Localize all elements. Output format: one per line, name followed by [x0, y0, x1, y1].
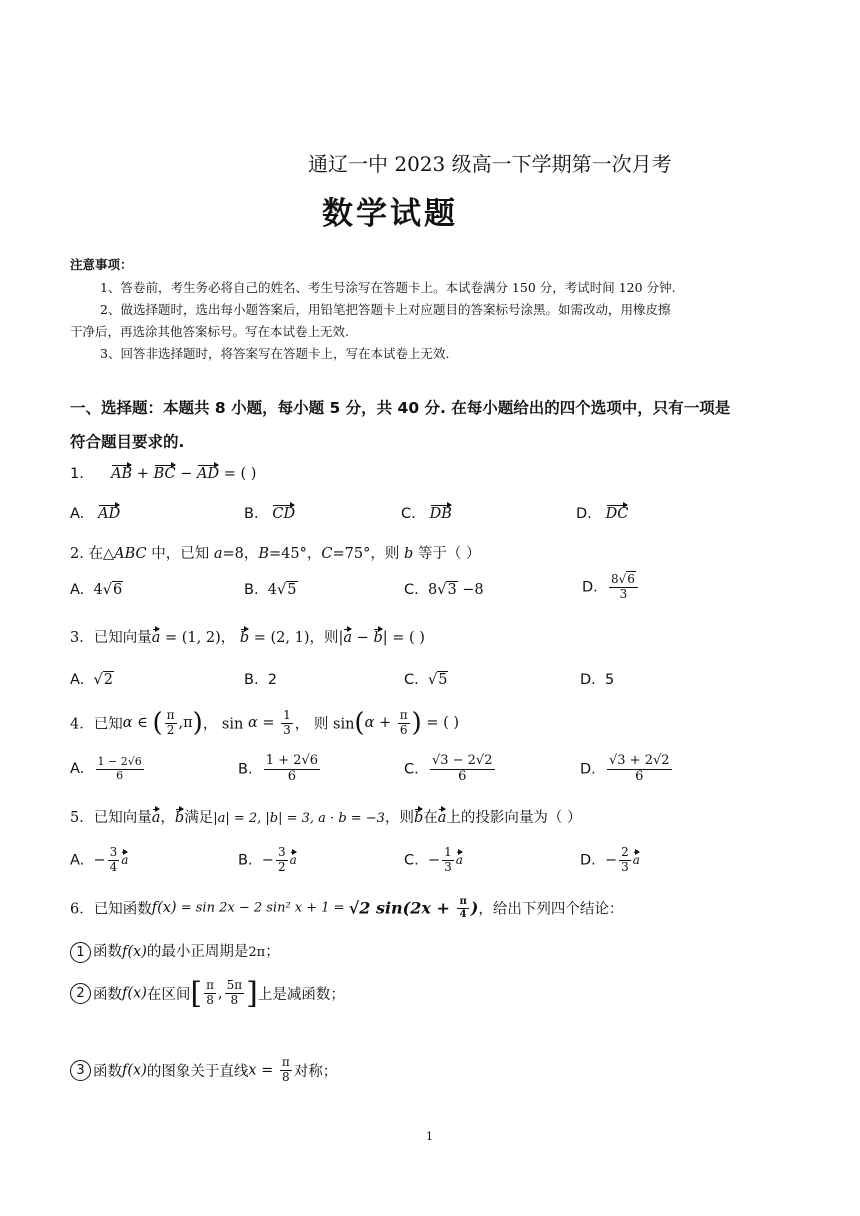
bracket-right: ]	[246, 976, 258, 1011]
question-text: 在	[423, 810, 438, 826]
circled-number-2-icon: 2	[70, 983, 91, 1004]
conclusion-2	[70, 976, 345, 1011]
option-b	[244, 582, 298, 598]
vector-a: a	[343, 630, 353, 646]
option-c	[401, 504, 452, 522]
fraction	[281, 709, 293, 738]
option-d	[580, 754, 674, 785]
var-b-angle: B	[258, 546, 270, 562]
option-label: A.	[70, 852, 85, 869]
notes-item-2-line-2: 干净后，再选涂其他答案标号。写在本试卷上无效.	[70, 324, 349, 339]
vector-b: b	[373, 630, 383, 646]
option-label: B.	[238, 852, 253, 869]
option-value: AD	[98, 506, 121, 522]
option-label: B.	[244, 506, 259, 522]
conclusion-text: ；	[265, 944, 280, 960]
paren-left: (	[354, 708, 365, 738]
var-c-angle: C	[321, 546, 333, 562]
conclusion-text: 上是减函数；	[257, 987, 345, 1003]
numerator: 1 + 2√6	[265, 753, 319, 768]
denominator: 8	[282, 1069, 290, 1084]
notes-item-2-line-1: 2、做选择题时，选出每小题答案后，用铅笔把答题卡上对应题目的答案标号涂黑。如需改动，用橡皮擦	[100, 302, 671, 317]
negative-sign: −	[261, 852, 274, 869]
conclusion-text: 的图象关于直线	[146, 1063, 249, 1080]
option-d	[580, 672, 614, 688]
option-c	[404, 754, 497, 785]
minus-sign: −	[180, 466, 193, 482]
negative-sign: −	[605, 852, 618, 869]
fraction	[619, 846, 631, 875]
option-c	[404, 582, 484, 598]
numerator: π	[166, 707, 175, 722]
option-d	[582, 573, 640, 602]
fraction	[607, 754, 672, 785]
conclusion-3	[70, 1056, 337, 1085]
option-label: B.	[244, 672, 259, 688]
question-text: 3．已知向量	[70, 630, 152, 646]
option-label: C.	[404, 852, 419, 869]
question-tail: ，给出下列四个结论：	[478, 901, 624, 918]
function-expression: = sin 2x − 2 sin² x + 1 =	[176, 900, 349, 916]
fraction	[430, 754, 495, 785]
vector-a: a	[455, 853, 463, 868]
denominator: 6	[635, 768, 644, 784]
subject-title: 数学试题	[322, 196, 458, 232]
sqrt: √5	[427, 672, 448, 688]
vector-b: b	[413, 810, 424, 826]
conclusion-text: 函数	[93, 944, 122, 960]
vector-a: a	[121, 853, 129, 868]
var-b: b	[403, 546, 414, 562]
question-text: =8，	[222, 546, 259, 562]
paren-right: )	[192, 708, 203, 738]
vector-bc: BC	[153, 466, 176, 482]
abs-bar-left: |	[338, 630, 344, 646]
option-a	[70, 756, 146, 782]
condition-expression: |a| = 2, |b| = 3, a · b = −3	[213, 811, 385, 826]
coefficient: 4	[93, 582, 103, 598]
option-value: 5	[605, 672, 615, 688]
fraction	[165, 709, 177, 738]
question-text: ， 则 sin	[294, 716, 355, 733]
option-label: C.	[404, 582, 419, 598]
bracket-left: [	[190, 976, 203, 1011]
fraction	[108, 846, 120, 875]
question-text: = (1, 2)，	[160, 630, 236, 646]
denominator: 4	[459, 908, 467, 920]
numerator: √3 − 2√2	[431, 753, 493, 768]
question-6	[70, 896, 623, 920]
fraction	[398, 709, 410, 738]
radicand: 6	[627, 572, 635, 586]
fraction	[280, 1056, 292, 1085]
radicand: 6	[112, 582, 123, 598]
alpha: α	[247, 715, 258, 731]
denominator: 3	[619, 586, 628, 601]
option-a	[70, 504, 120, 522]
option-b	[238, 754, 322, 785]
radicand: 2	[103, 672, 113, 688]
coefficient: 8	[427, 582, 438, 598]
denominator: 6	[399, 722, 408, 737]
vector-a: a	[437, 810, 447, 826]
var-x: x	[248, 1062, 257, 1079]
numerator: π	[399, 707, 408, 722]
radicand: 5	[438, 672, 448, 688]
conclusion-text: 在区间	[146, 987, 191, 1003]
numerator: 1 − 2√6	[97, 755, 142, 768]
negative-sign: −	[427, 852, 441, 869]
bold-expression: )	[470, 898, 479, 918]
question-tail: = ( )	[223, 466, 257, 482]
option-label: A.	[70, 582, 85, 598]
function-fx: f(x)	[151, 900, 177, 916]
option-label: C.	[404, 672, 419, 688]
denominator: 8	[206, 993, 214, 1007]
question-text: 2. 在△	[70, 546, 115, 562]
option-b	[244, 672, 277, 688]
denominator: 6	[116, 768, 124, 782]
question-text: =45°，	[269, 546, 322, 562]
numerator: π	[206, 978, 214, 993]
circled-number-3-icon: 3	[70, 1060, 91, 1081]
question-3	[70, 626, 425, 647]
period-value: 2π	[248, 945, 266, 960]
question-5	[70, 806, 582, 827]
sqrt: √6	[102, 582, 123, 598]
denominator: 3	[621, 859, 629, 874]
fraction	[457, 896, 468, 920]
question-text: ，则	[384, 810, 414, 826]
option-label: D.	[580, 672, 596, 688]
option-label: D.	[582, 579, 598, 596]
numerator: 1	[444, 845, 452, 859]
vector-b: b	[174, 810, 185, 826]
denominator: 6	[458, 768, 467, 784]
denominator: 3	[283, 722, 291, 737]
vector-ab: AB	[111, 466, 133, 482]
function-fx: f(x)	[122, 944, 147, 960]
option-b	[244, 504, 295, 522]
bold-expression: (2x +	[402, 898, 456, 918]
vector-a: a	[151, 810, 161, 826]
option-label: D.	[580, 852, 596, 869]
circled-number-1-icon: 1	[70, 942, 91, 963]
option-d	[576, 504, 628, 522]
conclusion-text: 对称；	[293, 1063, 338, 1080]
question-text: 5．已知向量	[70, 810, 152, 826]
denominator: 6	[287, 768, 297, 784]
plus-sign: +	[136, 466, 149, 482]
question-text: 等于（ ）	[413, 546, 481, 562]
fraction	[264, 754, 320, 785]
question-text: 中，已知	[146, 546, 214, 562]
numerator: π	[459, 896, 467, 907]
section-heading-line-2: 符合题目要求的.	[70, 433, 185, 451]
notes-item-3: 3、回答非选择题时，将答案写在答题卡上，写在本试卷上无效.	[100, 346, 450, 361]
fraction	[204, 979, 216, 1008]
function-fx: f(x)	[122, 1062, 147, 1079]
vector-b: b	[239, 630, 250, 646]
function-fx: f(x)	[122, 985, 147, 1002]
fraction	[609, 573, 638, 602]
abs-bar-right: |	[382, 630, 388, 646]
denominator: 3	[444, 859, 452, 874]
vector-ad: AD	[196, 466, 220, 482]
numerator: 3	[277, 845, 286, 859]
question-text: =75°，则	[332, 546, 404, 562]
option-label: B.	[238, 761, 253, 778]
var-a: a	[213, 546, 223, 562]
option-tail: −8	[457, 582, 484, 598]
denominator: 2	[166, 722, 175, 737]
fraction	[225, 979, 245, 1008]
fraction	[96, 756, 144, 782]
equals: =	[256, 1062, 278, 1079]
question-4: 4．已知α ∈ ( $\frac{\pi}{2}$ ,π)， sin α = $\frac{1}{3}$ ， 则 sin(α + $\frac{\pi}{6}$ ) = ( )	[70, 707, 460, 738]
question-text: ， sin	[202, 716, 248, 733]
comma: ,	[217, 985, 223, 1002]
fraction	[442, 846, 454, 875]
numerator: π	[281, 1055, 290, 1069]
radicand: 3	[447, 582, 457, 598]
coefficient: 4	[267, 582, 278, 598]
question-tail: 上的投影向量为（ ）	[446, 810, 582, 826]
minus-sign: −	[352, 630, 374, 646]
numerator: 2	[621, 845, 629, 859]
option-label: C.	[404, 761, 419, 778]
option-label: D.	[580, 761, 596, 778]
question-tail: = ( )	[387, 630, 425, 646]
option-label: B.	[244, 582, 259, 598]
coefficient: 8	[611, 572, 619, 586]
notes-heading: 注意事项：	[70, 257, 133, 272]
triangle-name: ABC	[114, 546, 147, 562]
option-label: A.	[70, 506, 85, 522]
notes-item-1: 1、答卷前，考生务必将自己的姓名、考生号涂写在答题卡上。本试卷满分 150 分，考试时间 120 分钟.	[100, 280, 676, 295]
page-number: 1	[426, 1130, 433, 1143]
question-number: 1.	[70, 466, 84, 482]
question-1	[70, 464, 256, 482]
question-tail: = ( )	[421, 715, 460, 731]
vector-a: a	[151, 630, 161, 646]
option-a	[70, 846, 128, 875]
option-d	[580, 846, 640, 875]
option-label: A.	[70, 672, 85, 688]
radicand: 5	[287, 582, 297, 598]
question-2	[70, 542, 480, 563]
option-a	[70, 672, 114, 688]
numerator: √3 + 2√2	[609, 753, 670, 768]
sqrt: √3	[437, 582, 457, 598]
option-label: C.	[401, 506, 416, 522]
sqrt: √6	[618, 572, 635, 586]
paren-left: (	[152, 708, 163, 738]
question-text: 4．已知	[70, 716, 123, 733]
negative-sign: −	[93, 852, 106, 869]
section-heading-line-1: 一、选择题：本题共 8 小题，每小题 5 分，共 40 分. 在每小题给出的四个选项中，只有一项是	[70, 399, 731, 417]
question-text: 6．已知函数	[70, 901, 152, 918]
option-label: D.	[576, 506, 592, 522]
denominator: 8	[230, 993, 239, 1007]
option-b	[238, 846, 297, 875]
option-value: CD	[272, 506, 296, 522]
paren-right: )	[411, 708, 422, 738]
in-symbol: ∈	[132, 715, 153, 731]
conclusion-text: 函数	[93, 1063, 122, 1080]
option-c	[404, 846, 463, 875]
alpha: α	[364, 715, 375, 731]
vector-a: a	[632, 853, 640, 868]
sqrt: √5	[277, 582, 297, 598]
conclusion-1	[70, 940, 280, 963]
option-label: A.	[70, 761, 85, 778]
alpha: α	[122, 715, 133, 731]
option-value: DC	[605, 506, 629, 522]
numerator: 3	[109, 845, 118, 859]
pi: π	[183, 715, 193, 731]
option-value: DB	[429, 506, 452, 522]
numerator	[609, 573, 638, 588]
option-a	[70, 582, 123, 598]
sqrt: √2	[93, 672, 113, 688]
question-text: ，	[160, 810, 175, 826]
plus-sign: +	[374, 715, 396, 731]
numerator: 5π	[226, 978, 243, 993]
bold-expression: √2 sin	[348, 898, 403, 918]
vector-a: a	[289, 853, 297, 868]
conclusion-text: 函数	[93, 987, 122, 1003]
question-text: = (2, 1)，则	[249, 630, 339, 646]
fraction	[276, 846, 288, 875]
numerator: 1	[283, 707, 291, 722]
option-value: 2	[267, 672, 278, 688]
denominator: 2	[277, 859, 286, 874]
option-c	[404, 672, 448, 688]
conclusion-text: 的最小正周期是	[146, 944, 249, 960]
exam-title: 通辽一中 2023 级高一下学期第一次月考	[308, 152, 672, 176]
denominator: 4	[109, 859, 118, 874]
question-text: 满足	[184, 810, 214, 826]
equals: =	[257, 715, 280, 731]
